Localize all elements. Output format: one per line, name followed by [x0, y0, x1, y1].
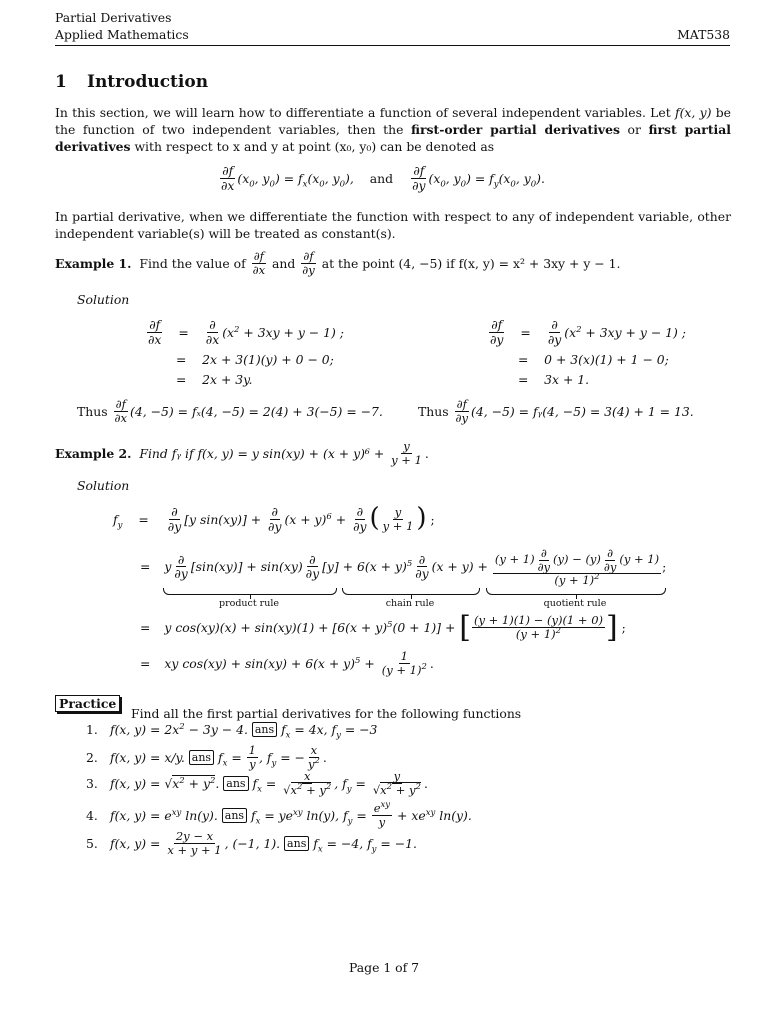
header-subject: Applied Mathematics — [55, 27, 189, 42]
example2-statement: Example 2. Find fᵧ if f(x, y) = y sin(xy) + (x + y)⁶ + $\frac{y}{y + 1}$ . — [55, 439, 429, 467]
intro-text-a: In this section, we will learn how to differentiate a function of several independent variables. Let — [55, 105, 675, 120]
ex1-dfdx-line3: = 2x + 3y. — [176, 372, 253, 387]
page-footer: Page 1 of 7 — [348, 960, 420, 975]
practice-item-3: 3. f(x, $y) = √x^2 + y^2$. ans $f_x$ = $\frac{x}{√x^2 + y^2}$ , $f_y$ = $\frac{y}{√x^2 + y^2}$ . — [86, 769, 428, 797]
example1-statement: Example 1. Find the value of ∂f ∂x and ∂f ∂y at the point (4, −5) if f(x, y) = x² + 3xy + y − 1. — [55, 249, 621, 277]
example1-text-b: at the point (4, −5) if f(x, y) = x² + 3xy + y − 1. — [321, 255, 621, 271]
ex1-dfdy-line3: = 3x + 1. — [518, 372, 590, 387]
example1-label: Example 1. — [55, 255, 132, 271]
practice-item-number: 5. — [86, 835, 98, 851]
practice-item-4: 4. f(x, $y) = e^{xy}$ ln(y). ans $f_x = ye^{xy}$ ln(y), $f_y$ = $e^{xy}$ y + $xe^{xy}$ ln(y). — [86, 800, 472, 829]
answer-tag: ans — [284, 836, 309, 851]
brace-chain — [342, 588, 480, 595]
brace-quotient — [486, 588, 666, 595]
example2-text: Find fᵧ if f(x, y) = y sin(xy) + (x + y)⁶ + — [139, 445, 385, 461]
practice-item-1: 1. f(x, $y) = 2x^2 - 3y - 4$. ans $f_x = 4x$, $f_y = -3$ — [86, 721, 378, 741]
brace-chain-label: chain rule — [385, 598, 435, 609]
example2-label: Example 2. — [55, 445, 132, 461]
section-heading — [55, 72, 208, 92]
practice-item-number: 1. — [86, 722, 98, 737]
intro-bold-2: first partial derivatives — [55, 122, 731, 154]
practice-item-number: 3. — [86, 775, 98, 791]
ex1-thus-x-value: (4, −5) = fₓ(4, −5) = 2(4) + 3(−5) = −7. — [129, 403, 383, 419]
practice-item-number: 2. — [86, 749, 98, 765]
intro-or: or — [619, 122, 649, 137]
example1-solution-label: Solution — [77, 292, 130, 307]
ex2-line2: = y ∂ ∂y [sin(xy)] + sin(xy) ∂ ∂y $[y] + 6(x + y)^5$ ∂ ∂y (x + y) + (y + 1) ∂ ∂y (y) − (y) ∂ ∂y (y + 1) $(y + 1)^2$ ; — [140, 546, 667, 588]
answer-tag: ans — [223, 776, 248, 791]
answer-tag: ans — [222, 808, 247, 823]
header-course: Partial Derivatives — [55, 10, 172, 25]
answer-tag: ans — [252, 722, 277, 737]
practice-label: Practice — [55, 695, 120, 712]
practice-badge — [55, 696, 120, 711]
header-rule — [55, 45, 730, 46]
ex1-dfdx-line1: $\frac{\partial f}{\partial x}$ = ∂ ∂x $(x^2 + 3xy + y - 1)$ ; — [148, 317, 344, 347]
practice-item-5: 5. f(x, y) = $\frac{2y - x}{x + y + 1}$ , (−1, 1). ans $f_x = -4$, $f_y = -1$. — [86, 829, 417, 857]
ex1-thus-y-value: (4, −5) = fᵧ(4, −5) = 3(4) + 1 = 13. — [471, 403, 694, 419]
example1-and: and — [272, 255, 296, 271]
brace-product-label: product rule — [218, 598, 280, 609]
ex2-line1: $f_y$ = ∂ ∂y [y sin(xy)] + ∂ ∂y $(x + y)^6$ + ∂ ∂y ( y y + 1 ) ; — [113, 503, 435, 534]
ex1-thus-y: Thus ∂f ∂y (4, −5) = fᵧ(4, −5) = 3(4) + 1 = 13. — [418, 397, 694, 425]
practice-intro: Find all the first partial derivatives for the following functions — [131, 706, 522, 721]
ex1-thus-y-word: Thus — [418, 403, 449, 419]
example1-text-a: Find the value of — [139, 255, 246, 271]
example2-solution-label: Solution — [77, 478, 130, 493]
section-number: 1 — [55, 72, 67, 92]
intro-fxy: f(x, y) — [674, 105, 712, 120]
intro-text-b: be the function of two independent variables, then the — [55, 105, 731, 137]
ex1-dfdy-line1: $\frac{\partial f}{\partial y}$ = ∂ ∂y $(x^2 + 3xy + y - 1)$ ; — [490, 317, 686, 347]
practice-item-2: 2. f(x, y) = x/y. ans $f_x$ = $\frac{1}{y}$ , $f_y$ = − $\frac{x}{y^2}$ . — [86, 743, 327, 771]
intro-bold-1: first-order partial derivatives — [411, 122, 620, 137]
ex1-thus-x: Thus ∂f ∂x (4, −5) = fₓ(4, −5) = 2(4) + 3(−5) = −7. — [77, 397, 383, 425]
practice-item-number: 4. — [86, 807, 98, 823]
ex2-line3: = y $\cos(xy)(x) + \sin(xy)(1) + [6(x + y)^5(0 + 1)]$ + [ (y + 1)(1) − (y)(1 + 0) $(y + 1)^2$ ] ; — [140, 610, 626, 645]
ex2-line4: = xy $\cos(xy) + \sin(xy) + 6(x + y)^5$ + $\frac{1}{(y + 1)^2}$ . — [140, 649, 434, 677]
brace-product — [163, 588, 337, 595]
brace-quotient-label: quotient rule — [543, 598, 607, 609]
section-title: Introduction — [87, 72, 209, 92]
ex1-dfdy-line2: = 0 + 3(x)(1) + 1 − 0; — [518, 352, 669, 367]
answer-tag: ans — [189, 750, 214, 765]
ex1-dfdx-line2: = 2x + 3(1)(y) + 0 − 0; — [176, 352, 334, 367]
ex1-thus-x-word: Thus — [77, 403, 108, 419]
definition-equation: ∂f ∂x ($x_0$, $y_0) = f_x(x_0$, $y_0$), and ∂f ∂y ($x_0$, $y_0) = f_y(x_0$, $y_0$). — [221, 163, 545, 193]
intro-text-c: with respect to x and y at point (x₀, y₀) can be denoted as — [130, 139, 495, 154]
intro-paragraph — [55, 104, 731, 155]
header-code: MAT538 — [677, 27, 730, 42]
partial-note-paragraph: In partial derivative, when we differentiate the function with respect to any of independent variable, other independent variable(s) will be treated as constant(s). — [55, 209, 731, 241]
